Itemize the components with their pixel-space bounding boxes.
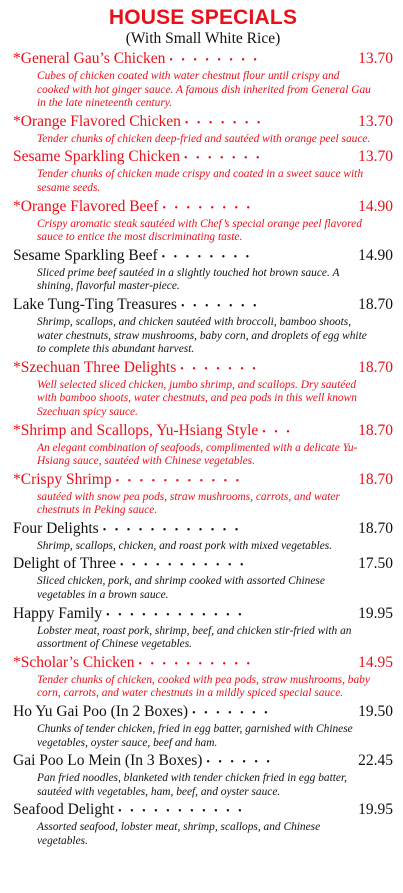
dot-leader: • • • • • • • bbox=[192, 708, 271, 720]
menu-item-name: *Shrimp and Scallops, Yu-Hsiang Style bbox=[13, 421, 259, 439]
menu-item-row bbox=[13, 246, 393, 267]
menu-item-price: 18.70 bbox=[358, 295, 393, 313]
menu-item-row bbox=[13, 604, 393, 625]
dot-leader: • • • • • • • bbox=[180, 300, 260, 312]
page-subtitle: (With Small White Rice) bbox=[125, 30, 281, 47]
menu-item-price: 18.70 bbox=[358, 358, 393, 376]
menu-item-description: Shrimp, scallops, and chicken sautéed with broccoli, bamboo shoots, water chestnuts, straw mushrooms, baby corn, and droplets of egg white to complete this abundant harvest. bbox=[37, 315, 367, 356]
menu-item-name: Sesame Sparkling Chicken bbox=[13, 148, 181, 166]
dot-leader: • • • • • • • • • • • bbox=[118, 806, 245, 818]
menu-item-description: Chunks of tender chicken, fried in egg batter, garnished with Chinese vegetables, oyster sauce, beef and ham. bbox=[37, 723, 353, 749]
menu-item-row bbox=[13, 653, 393, 674]
menu-item-name: Lake Tung-Ting Treasures bbox=[13, 295, 177, 313]
menu-item-description: Shrimp, scallops, chicken, and roast pork with mixed vegetables. bbox=[37, 539, 333, 552]
menu-item-row bbox=[13, 147, 393, 168]
menu-item-row bbox=[13, 112, 393, 133]
dot-leader: • • • • • • • bbox=[184, 153, 263, 165]
menu-item bbox=[13, 358, 393, 420]
menu-item-description: Sliced chicken, pork, and shrimp cooked with assorted Chinese vegetables in a brown sauce. bbox=[37, 575, 325, 602]
dot-leader: • • • • • • • • • • • bbox=[120, 560, 247, 572]
menu-item-name: Sesame Sparkling Beef bbox=[13, 246, 158, 264]
menu-item-row bbox=[13, 519, 393, 540]
menu-item bbox=[13, 112, 393, 147]
menu-item bbox=[13, 421, 393, 469]
dot-leader: • • • • • • • • • • • • bbox=[102, 524, 242, 536]
menu-items-list bbox=[13, 49, 393, 849]
menu-item bbox=[13, 800, 393, 848]
menu-item-name: *Orange Flavored Chicken bbox=[13, 112, 181, 130]
menu-item bbox=[13, 295, 393, 357]
menu-item-price: 13.70 bbox=[358, 148, 393, 166]
dot-leader: • • • • • • • bbox=[184, 117, 264, 129]
menu-item bbox=[13, 49, 393, 111]
menu-item bbox=[13, 519, 393, 554]
menu-item-price: 18.70 bbox=[358, 470, 393, 488]
menu-item-name: *Orange Flavored Beef bbox=[13, 197, 159, 215]
menu-item bbox=[13, 653, 393, 701]
menu-item bbox=[13, 554, 393, 602]
menu-item-description: Lobster meat, roast pork, shrimp, beef, and chicken stir-fried with an assortment of Chinese vegetables. bbox=[37, 624, 352, 651]
menu-item-price: 19.95 bbox=[358, 604, 393, 622]
menu-item-description: Well selected sliced chicken, jumbo shrimp, and scallops. Dry sautéed with bamboo shoots, water chestnuts, and pea pods in this well known Szechuan spicy sauce. bbox=[37, 378, 357, 418]
menu-item bbox=[13, 604, 393, 652]
menu-item bbox=[13, 702, 393, 750]
menu-item-row bbox=[13, 421, 393, 442]
menu-item-price: 19.95 bbox=[358, 801, 393, 819]
menu-item-row bbox=[13, 49, 393, 70]
menu-item-name: *Szechuan Three Delights bbox=[13, 358, 177, 376]
menu-item-row bbox=[13, 702, 393, 723]
menu-item-name: Seafood Delight bbox=[13, 801, 115, 819]
menu-item-row bbox=[13, 751, 393, 772]
menu-item-price: 17.50 bbox=[358, 555, 393, 573]
dot-leader: • • • • • • • • • • bbox=[138, 658, 254, 670]
dot-leader: • • • • • • • • • • • bbox=[115, 475, 243, 487]
menu-item bbox=[13, 197, 393, 245]
menu-item-name: *Crispy Shrimp bbox=[13, 470, 112, 488]
menu-item-price: 13.70 bbox=[358, 112, 393, 130]
menu-item-name: Happy Family bbox=[13, 604, 103, 622]
menu-item bbox=[13, 246, 393, 294]
menu-item-description: Tender chunks of chicken deep-fried and sautéed with orange peel sauce. bbox=[37, 132, 371, 145]
menu-item-price: 18.70 bbox=[358, 421, 393, 439]
menu-item-name: Delight of Three bbox=[13, 555, 117, 573]
menu-item-row bbox=[13, 554, 393, 575]
dot-leader: • • • • • • • • bbox=[169, 55, 260, 66]
menu-item-price: 14.95 bbox=[358, 653, 393, 671]
menu-item-row bbox=[13, 470, 393, 491]
dot-leader: • • • • • • • • bbox=[161, 251, 253, 263]
menu-item-description: sautéed with snow pea pods, straw mushrooms, carrots, and water chestnuts in Peking sauce. bbox=[37, 490, 340, 517]
dot-leader: • • • • • • bbox=[206, 757, 273, 769]
menu-item-price: 14.90 bbox=[358, 246, 393, 264]
menu-item-price: 13.70 bbox=[358, 50, 393, 67]
menu-item-name: Gai Poo Lo Mein (In 3 Boxes) bbox=[13, 752, 203, 770]
menu-item-name: *General Gau’s Chicken bbox=[13, 50, 166, 67]
menu-item-row bbox=[13, 295, 393, 316]
menu-item-name: *Scholar’s Chicken bbox=[13, 653, 135, 671]
menu-item-description: An elegant combination of seafoods, complimented with a delicate Yu-Hsiang sauce, sautéed with Chinese vegetables. bbox=[37, 441, 358, 468]
menu-item-description: Assorted seafood, lobster meat, shrimp, scallops, and Chinese vegetables. bbox=[37, 821, 321, 847]
menu-item-price: 14.90 bbox=[358, 197, 393, 215]
menu-item bbox=[13, 751, 393, 799]
menu-item-name: Four Delights bbox=[13, 519, 99, 537]
menu-item-description: Tender chunks of chicken made crispy and coated in a sweet sauce with sesame seeds. bbox=[37, 168, 364, 194]
menu-item-description: Sliced prime beef sautéed in a slightly touched hot brown sauce. A shining, flavorful master-piece. bbox=[37, 266, 340, 293]
dot-leader: • • • bbox=[262, 426, 293, 438]
menu-item-price: 18.70 bbox=[358, 519, 393, 537]
menu-item-description: Tender chunks of chicken, cooked with pea pods, straw mushrooms, baby corn, carrots, and water chestnuts in a mildly spiced special sauce. bbox=[37, 673, 370, 700]
dot-leader: • • • • • • • bbox=[180, 363, 259, 375]
menu-item bbox=[13, 147, 393, 195]
menu-item-price: 19.50 bbox=[358, 703, 393, 721]
menu-item-name: Ho Yu Gai Poo (In 2 Boxes) bbox=[13, 703, 189, 721]
menu-item-row bbox=[13, 358, 393, 379]
menu-item-price: 22.45 bbox=[358, 752, 393, 770]
menu-item-description: Crispy aromatic steak sautéed with Chef’s special orange peel flavored sauce to entice the most discriminating taste. bbox=[37, 217, 362, 244]
menu-item-row bbox=[13, 197, 393, 218]
dot-leader: • • • • • • • • • • • • bbox=[106, 609, 245, 621]
dot-leader: • • • • • • • • bbox=[162, 202, 253, 214]
menu-item-row bbox=[13, 800, 393, 821]
menu-item-description: Pan fried noodles, blanketed with tender chicken fried in egg batter, sautéed with vegetables, ham, beef, and oyster sauce. bbox=[37, 772, 348, 798]
page-title: HOUSE SPECIALS bbox=[108, 6, 298, 29]
menu-item bbox=[13, 470, 393, 518]
menu-item-description: Cubes of chicken coated with water chestnut flour until crispy and cooked with hot ginger sauce. A famous dish inherited from General Gau in the late nineteenth century. bbox=[37, 70, 371, 110]
